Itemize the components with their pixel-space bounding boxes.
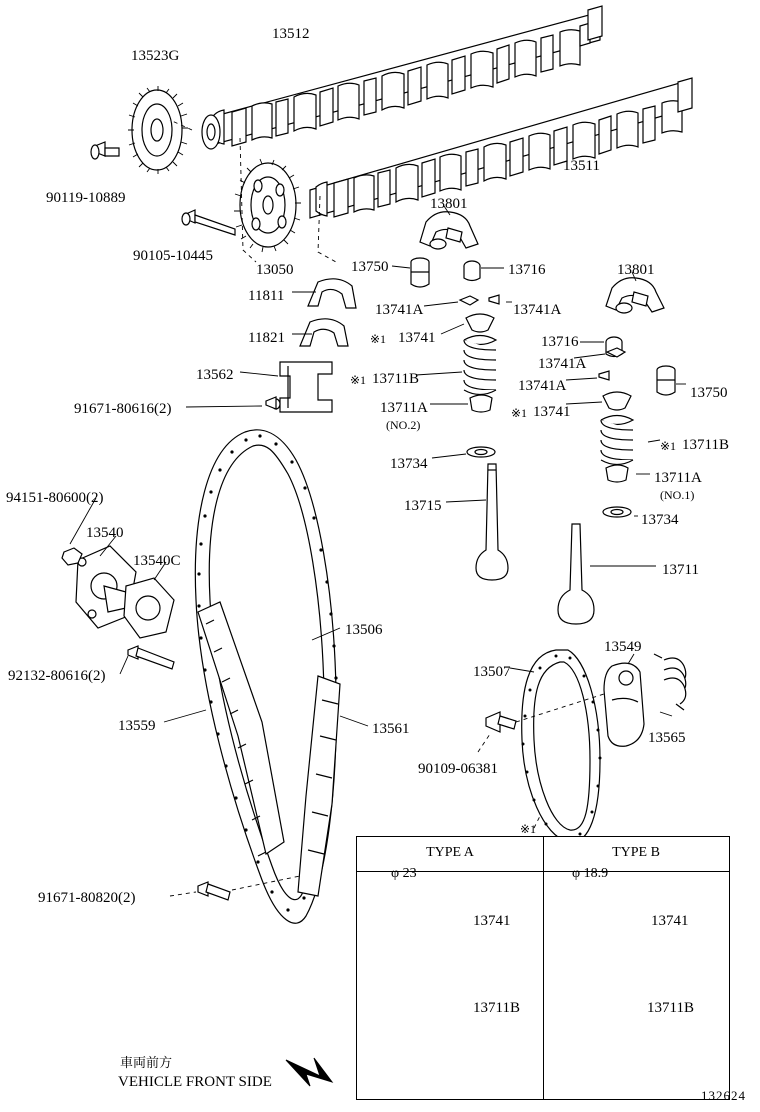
part-label-13801-upper: 13801 [430, 196, 468, 212]
part-label-13511: 13511 [563, 158, 600, 174]
table-part-13741-b: 13741 [651, 913, 689, 929]
part-label-13741A-r2: 13741A [518, 378, 567, 394]
part-label-90105-10445: 90105-10445 [133, 248, 213, 264]
table-header-type-b: TYPE B [612, 845, 660, 860]
part-label-13559: 13559 [118, 718, 156, 734]
part-label-13711A-no1: 13711A [654, 470, 702, 486]
part-label-13512: 13512 [272, 26, 310, 42]
part-label-90119-10889: 90119-10889 [46, 190, 126, 206]
note-mark-1b: ※1 [350, 373, 367, 387]
part-label-11811: 11811 [248, 288, 285, 304]
table-header-type-a: TYPE A [426, 845, 474, 860]
part-label-91671-80616: 91671-80616(2) [74, 401, 172, 417]
part-label-13562: 13562 [196, 367, 234, 383]
part-label-13734-no2: 13734 [390, 456, 428, 472]
part-label-13506: 13506 [345, 622, 383, 638]
part-label-13741A-right: 13741A [513, 302, 562, 318]
part-label-13715: 13715 [404, 498, 442, 514]
part-label-13565: 13565 [648, 730, 686, 746]
part-label-13741-no2: 13741 [398, 330, 436, 346]
part-label-13801-right: 13801 [617, 262, 655, 278]
part-label-90109-06381: 90109-06381 [418, 761, 498, 777]
note-mark-1a: ※1 [370, 332, 387, 346]
note-mark-1d: ※1 [660, 439, 677, 453]
note-mark-1-table: ※1 [520, 822, 537, 836]
note-mark-1c: ※1 [511, 406, 528, 420]
part-label-13540C: 13540C [133, 553, 181, 569]
table-part-13711B-b: 13711B [647, 1000, 694, 1016]
part-label-13750-right: 13750 [690, 385, 728, 401]
part-label-13050: 13050 [256, 262, 294, 278]
part-label-13741-no1: 13741 [533, 404, 571, 420]
part-label-13750-upper: 13750 [351, 259, 389, 275]
front-note-japanese: 車両前方 [120, 1056, 173, 1071]
part-label-13711B-no2: 13711B [372, 371, 419, 387]
part-label-13507: 13507 [473, 664, 511, 680]
part-label-94151-80600: 94151-80600(2) [6, 490, 104, 506]
diagram-number: 132624 [701, 1088, 746, 1103]
part-label-13540: 13540 [86, 525, 124, 541]
dimension-type-b: φ 18.9 [572, 866, 609, 881]
part-label-13734-no1: 13734 [641, 512, 679, 528]
table-part-13741-a: 13741 [473, 913, 511, 929]
table-column-divider [543, 837, 544, 1099]
part-label-13549: 13549 [604, 639, 642, 655]
part-label-92132-80616: 92132-80616(2) [8, 668, 106, 684]
part-label-13561: 13561 [372, 721, 410, 737]
part-label-13716-upper: 13716 [508, 262, 546, 278]
part-label-13711A-no2: 13711A [380, 400, 428, 416]
part-label-13741A-left: 13741A [375, 302, 424, 318]
dimension-type-a: φ 23 [391, 866, 417, 881]
part-label-13716-right: 13716 [541, 334, 579, 350]
part-label-13711B-no1: 13711B [682, 437, 729, 453]
table-part-13711B-a: 13711B [473, 1000, 520, 1016]
part-label-13523G: 13523G [131, 48, 180, 64]
part-label-13711: 13711 [662, 562, 699, 578]
part-label-91671-80820: 91671-80820(2) [38, 890, 136, 906]
part-label-13741A-r1: 13741A [538, 356, 587, 372]
part-label-no1: (NO.1) [660, 488, 695, 502]
part-label-11821: 11821 [248, 330, 285, 346]
front-note-english: VEHICLE FRONT SIDE [118, 1074, 272, 1090]
part-label-no2: (NO.2) [386, 418, 421, 432]
